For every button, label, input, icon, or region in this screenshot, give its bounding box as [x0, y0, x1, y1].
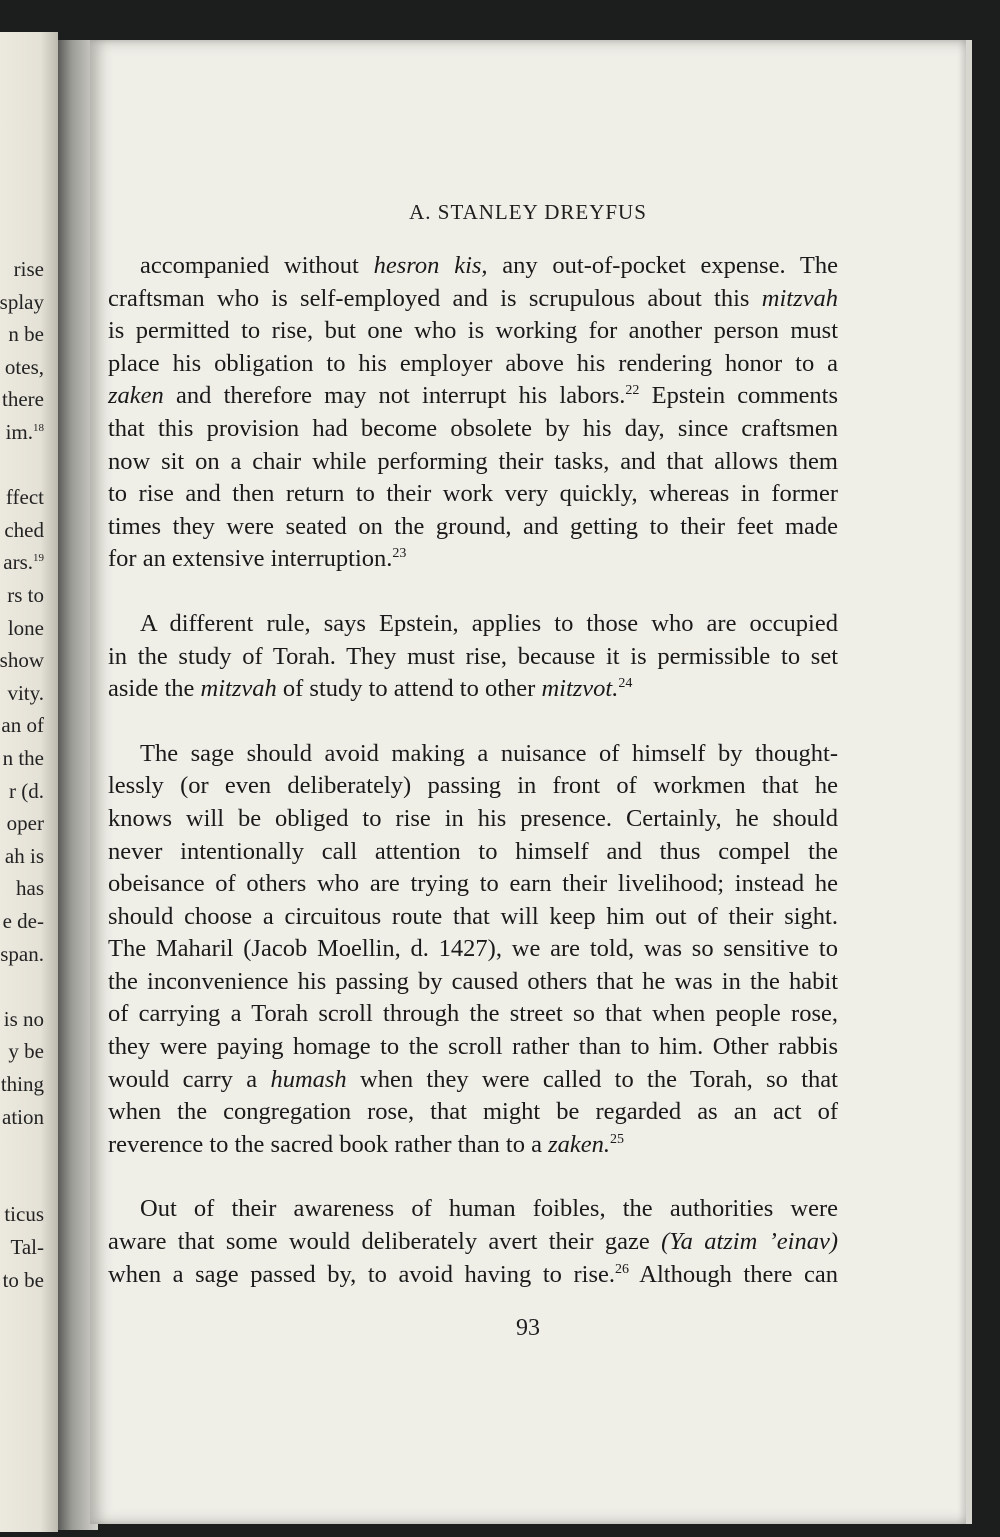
- text-line: [108, 1031, 838, 1064]
- text-line: [108, 608, 838, 641]
- running-head: A. STANLEY DREYFUS: [409, 200, 647, 224]
- text-segment: The Maharil (Jacob Moellin, d. 1427), we are told, was so sensitive to: [108, 935, 838, 963]
- left-page-fragment-text: im.: [5, 420, 33, 444]
- text-segment: The sage should avoid making a nuisance of himself by thought-: [140, 739, 838, 767]
- left-page-fragment-text: thing: [0, 1072, 44, 1096]
- text-segment: Out of their awareness of human foibles, the authorities were: [140, 1195, 838, 1223]
- left-page-fragment: [6, 487, 44, 508]
- text-line: [108, 543, 838, 576]
- italic-term: hesron kis,: [373, 252, 488, 279]
- text-segment: the inconvenience his passing by caused others that he was in the habit: [108, 967, 838, 995]
- left-page-fragment-text: splay: [0, 289, 44, 314]
- left-page-fragment-text: span.: [0, 941, 44, 966]
- paragraph-gap: [108, 706, 838, 738]
- text-segment: any out-of-pocket expense. The: [487, 252, 838, 279]
- left-page-fragment: [2, 1267, 44, 1292]
- left-page-fragment: [10, 1237, 44, 1258]
- text-segment: to rise and then return to their work very quickly, whereas in former: [108, 480, 838, 508]
- left-page-fragment-text: is no: [3, 1006, 44, 1031]
- left-page-fragment-text: n be: [8, 322, 44, 347]
- text-segment: should choose a circuitous route that will keep him out of their sight.: [108, 902, 838, 930]
- left-page-fragment-text: to be: [2, 1267, 44, 1292]
- text-segment: knows will be obliged to rise in his presence. Certainly, he should: [108, 804, 838, 832]
- italic-term: humash: [270, 1065, 347, 1093]
- text-segment: in the study of Torah. They must rise, because it is permissible to set: [108, 642, 838, 670]
- text-line: [108, 738, 838, 771]
- text-line: [108, 1226, 838, 1259]
- footnote-marker: 24: [618, 675, 633, 691]
- left-page-fragment-text: ticus: [4, 1202, 44, 1227]
- footnote-marker: 25: [610, 1131, 625, 1147]
- left-page-fragment: [8, 1041, 44, 1062]
- footnote-marker: 22: [625, 383, 640, 399]
- left-page-fragment: [3, 911, 44, 932]
- left-page-fragment-text: rs to: [7, 583, 44, 607]
- left-page-footnote-marker: 19: [33, 552, 44, 565]
- italic-term: zaken: [108, 382, 164, 410]
- text-segment: now sit on a chair while performing their tasks, and that allows them: [108, 447, 838, 475]
- left-page-fragment-text: otes,: [4, 354, 44, 379]
- left-page-fragment-text: ched: [4, 517, 44, 542]
- left-page-footnote-marker: 18: [33, 422, 44, 434]
- body-text: [108, 250, 838, 1291]
- text-line: [108, 673, 838, 706]
- left-page-fragment: [7, 680, 44, 705]
- text-segment: lessly (or even deliberately) passing in front of workmen that he: [108, 772, 838, 800]
- left-page-fragment: [6, 422, 44, 443]
- text-segment: place his obligation to his employer above his rendering honor to a: [108, 349, 838, 377]
- left-page-fragment: [7, 615, 44, 640]
- left-page-fragment: [1, 715, 44, 736]
- text-line: [108, 250, 838, 283]
- left-page-fragment: [8, 324, 44, 345]
- text-line: [108, 511, 838, 544]
- text-segment: that this provision had become obsolete by his day, since craftsmen: [108, 414, 838, 442]
- text-segment: of carrying a Torah scroll through the street so that when people rose,: [108, 1000, 838, 1028]
- text-segment: times they were seated on the ground, and getting to their feet made: [108, 512, 838, 540]
- left-page-fragment: [4, 354, 44, 379]
- text-segment: obeisance of others who are trying to earn their livelihood; instead he: [108, 870, 838, 898]
- left-page-fragment: [4, 517, 44, 542]
- left-page-fragment: [3, 552, 44, 573]
- text-line: [108, 836, 838, 869]
- text-line: [108, 446, 838, 479]
- left-page-fragment-text: an of: [1, 713, 44, 738]
- text-segment: of study to attend to other: [276, 675, 542, 703]
- left-page-fragment: [16, 878, 44, 899]
- text-line: [108, 1129, 838, 1162]
- left-page-fragment-text: ars.: [3, 550, 33, 575]
- paragraph-gap: [108, 576, 838, 608]
- text-line: [108, 1064, 838, 1097]
- text-segment: A different rule, says Epstein, applies to those who are occupied: [140, 609, 838, 637]
- left-page-fragment: [4, 843, 44, 868]
- text-segment: Although there can: [629, 1260, 838, 1288]
- text-segment: accompanied without: [140, 252, 374, 279]
- text-segment: reverence to the sacred book rather than to a: [108, 1130, 549, 1158]
- text-line: [108, 770, 838, 803]
- text-segment: when the congregation rose, that might be regarded as an act of: [108, 1098, 838, 1126]
- text-line: [108, 283, 838, 316]
- left-page-fragment: [2, 1104, 44, 1129]
- text-segment: is permitted to rise, but one who is working for another person must: [108, 317, 838, 345]
- left-page-fragment-text: n the: [2, 746, 44, 770]
- text-line: [108, 966, 838, 999]
- text-segment: would carry a: [108, 1065, 271, 1093]
- left-page-fragment: [0, 941, 44, 966]
- left-page-fragment: [7, 585, 44, 606]
- left-page-fragment-text: show: [0, 648, 44, 673]
- left-page-fragment-text: Tal-: [10, 1235, 44, 1259]
- text-line: [108, 380, 838, 413]
- italic-term: zaken.: [548, 1130, 611, 1158]
- text-line: [108, 641, 838, 674]
- left-page-fragment: [2, 389, 44, 410]
- left-page-fragment-text: lone: [7, 615, 44, 640]
- left-page-fragment-text: oper: [6, 811, 44, 836]
- text-line: [108, 933, 838, 966]
- left-page-fragment-text: rise: [13, 257, 44, 281]
- left-page-fragment-text: ation: [2, 1104, 44, 1129]
- left-page-fragment: [0, 650, 44, 671]
- text-segment: when they were called to the Torah, so that: [346, 1065, 838, 1093]
- left-page-fragment-text: has: [16, 876, 44, 901]
- text-line: [108, 868, 838, 901]
- text-line: [108, 803, 838, 836]
- text-line: [108, 998, 838, 1031]
- left-page-fragment: [1, 1074, 44, 1095]
- left-page-fragment-text: there: [2, 387, 44, 412]
- left-page-fragment: [7, 813, 44, 834]
- left-page-fragment: [0, 289, 44, 314]
- left-page-fragment: [14, 259, 44, 280]
- left-page-fragment-text: y be: [8, 1039, 44, 1064]
- italic-term: mitzvot.: [541, 675, 619, 703]
- page-edge: [966, 40, 972, 1524]
- text-line: [108, 1259, 838, 1292]
- left-page-fragment-text: r (d.: [9, 778, 44, 803]
- right-page: [90, 40, 966, 1524]
- left-page-fragment-text: vity.: [7, 680, 44, 705]
- text-segment: never intentionally call attention to himself and thus compel the: [108, 837, 838, 865]
- left-page-fragment: [9, 778, 44, 803]
- left-page-fragment: [3, 748, 44, 769]
- text-segment: they were paying homage to the scroll rather than to him. Other rabbis: [108, 1033, 838, 1061]
- text-segment: when a sage passed by, to avoid having to rise.: [108, 1260, 616, 1288]
- text-line: [108, 901, 838, 934]
- text-line: [108, 1193, 838, 1226]
- page-number: 93: [516, 1315, 540, 1341]
- text-segment: for an extensive interruption.: [108, 545, 393, 573]
- left-facing-page: [0, 32, 58, 1532]
- text-segment: aside the: [108, 675, 201, 703]
- text-line: [108, 315, 838, 348]
- text-segment: and therefore may not interrupt his labors.: [163, 382, 626, 410]
- italic-term: mitzvah: [200, 675, 277, 703]
- text-line: [108, 478, 838, 511]
- paragraph-gap: [108, 1161, 838, 1193]
- footnote-marker: 26: [615, 1261, 630, 1277]
- italic-term: (Ya atzim ’einav): [661, 1228, 838, 1256]
- text-segment: Epstein comments: [639, 382, 838, 410]
- left-page-fragment-text: ffect: [5, 485, 44, 510]
- left-page-fragment: [3, 1006, 44, 1031]
- left-page-fragment-text: e de-: [2, 909, 44, 933]
- footnote-marker: 23: [392, 546, 407, 562]
- left-page-fragment: [4, 1204, 44, 1225]
- italic-term: mitzvah: [761, 284, 838, 312]
- text-segment: craftsman who is self-employed and is scrupulous about this: [108, 284, 762, 312]
- text-line: [108, 413, 838, 446]
- left-page-fragment-text: ah is: [4, 843, 44, 868]
- text-line: [108, 348, 838, 381]
- text-segment: aware that some would deliberately avert their gaze: [108, 1228, 662, 1256]
- text-line: [108, 1096, 838, 1129]
